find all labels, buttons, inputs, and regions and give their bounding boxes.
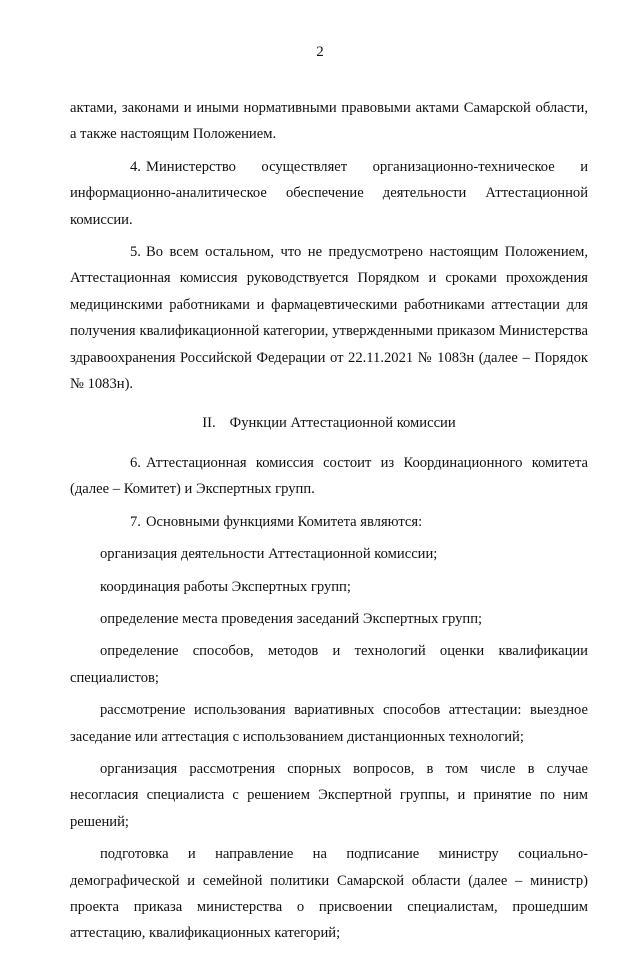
paragraph-text: Министерство осуществляет организационно-техническое и информационно-аналитическое обеспечение деятельности Аттестационной комиссии. [70, 158, 588, 228]
section-heading [70, 410, 588, 436]
paragraph-text: Во всем остальном, что не предусмотрено настоящим Положением, Аттестационная комиссия руководствуется Порядком и сроками прохождения медицинскими работниками и фармацевтическими работниками аттестации для получения квалификационной категории, утвержденными приказом Министерства здравоохранения Российской Федерации от 22.11.2021 № 1083н (далее – Порядок № 1083н). [70, 244, 588, 393]
list-item [70, 756, 588, 835]
section-title: Функции Аттестационной комиссии [229, 415, 456, 432]
list-item [70, 697, 588, 750]
paragraph-5 [70, 239, 588, 397]
list-item-text: координация работы Экспертных групп; [100, 578, 351, 595]
paragraph-text: Аттестационная комиссия состоит из Координационного комитета (далее – Комитет) и Экспертных групп. [70, 454, 588, 498]
list-item [70, 541, 588, 567]
document-body [70, 95, 588, 953]
list-item-text: рассмотрение использования вариативных способов аттестации: выездное заседание или аттестация с использованием дистанционных технологий; [70, 702, 588, 745]
page-number: 2 [316, 44, 324, 60]
paragraph-number: 6. [130, 454, 141, 471]
paragraph-text: Основными функциями Комитета являются: [146, 513, 423, 530]
section-number: II. [202, 415, 216, 432]
list-item-text: организация рассмотрения спорных вопросов, в том числе в случае несогласия специалиста с решением Экспертной группы, и принятие по ним решений; [70, 760, 588, 830]
paragraph-text: актами, законами и иными нормативными правовыми актами Самарской области, а также настоящим Положением. [70, 100, 588, 143]
list-item [70, 606, 588, 632]
list-item-text: подготовка и направление на подписание министру социально-демографической и семейной политики Самарской области (далее – министр) проекта приказа министерства о присвоении специалистам, прошедшим аттестацию, квалификационных категорий; [70, 846, 588, 942]
list-item [70, 841, 588, 947]
paragraph-number: 4. [130, 158, 141, 175]
list-item-text: определение места проведения заседаний Экспертных групп; [100, 610, 483, 627]
paragraph-number: 5. [130, 244, 141, 261]
paragraph-number: 7. [130, 513, 141, 530]
list-item [70, 638, 588, 691]
paragraph-6 [70, 450, 588, 503]
list-item-text: организация деятельности Аттестационной комиссии; [100, 546, 438, 563]
list-item-text: определение способов, методов и технологий оценки квалификации специалистов; [70, 643, 588, 686]
paragraph-4 [70, 154, 588, 233]
paragraph-7 [70, 509, 588, 535]
paragraph-continuation [70, 95, 588, 148]
list-item [70, 574, 588, 600]
